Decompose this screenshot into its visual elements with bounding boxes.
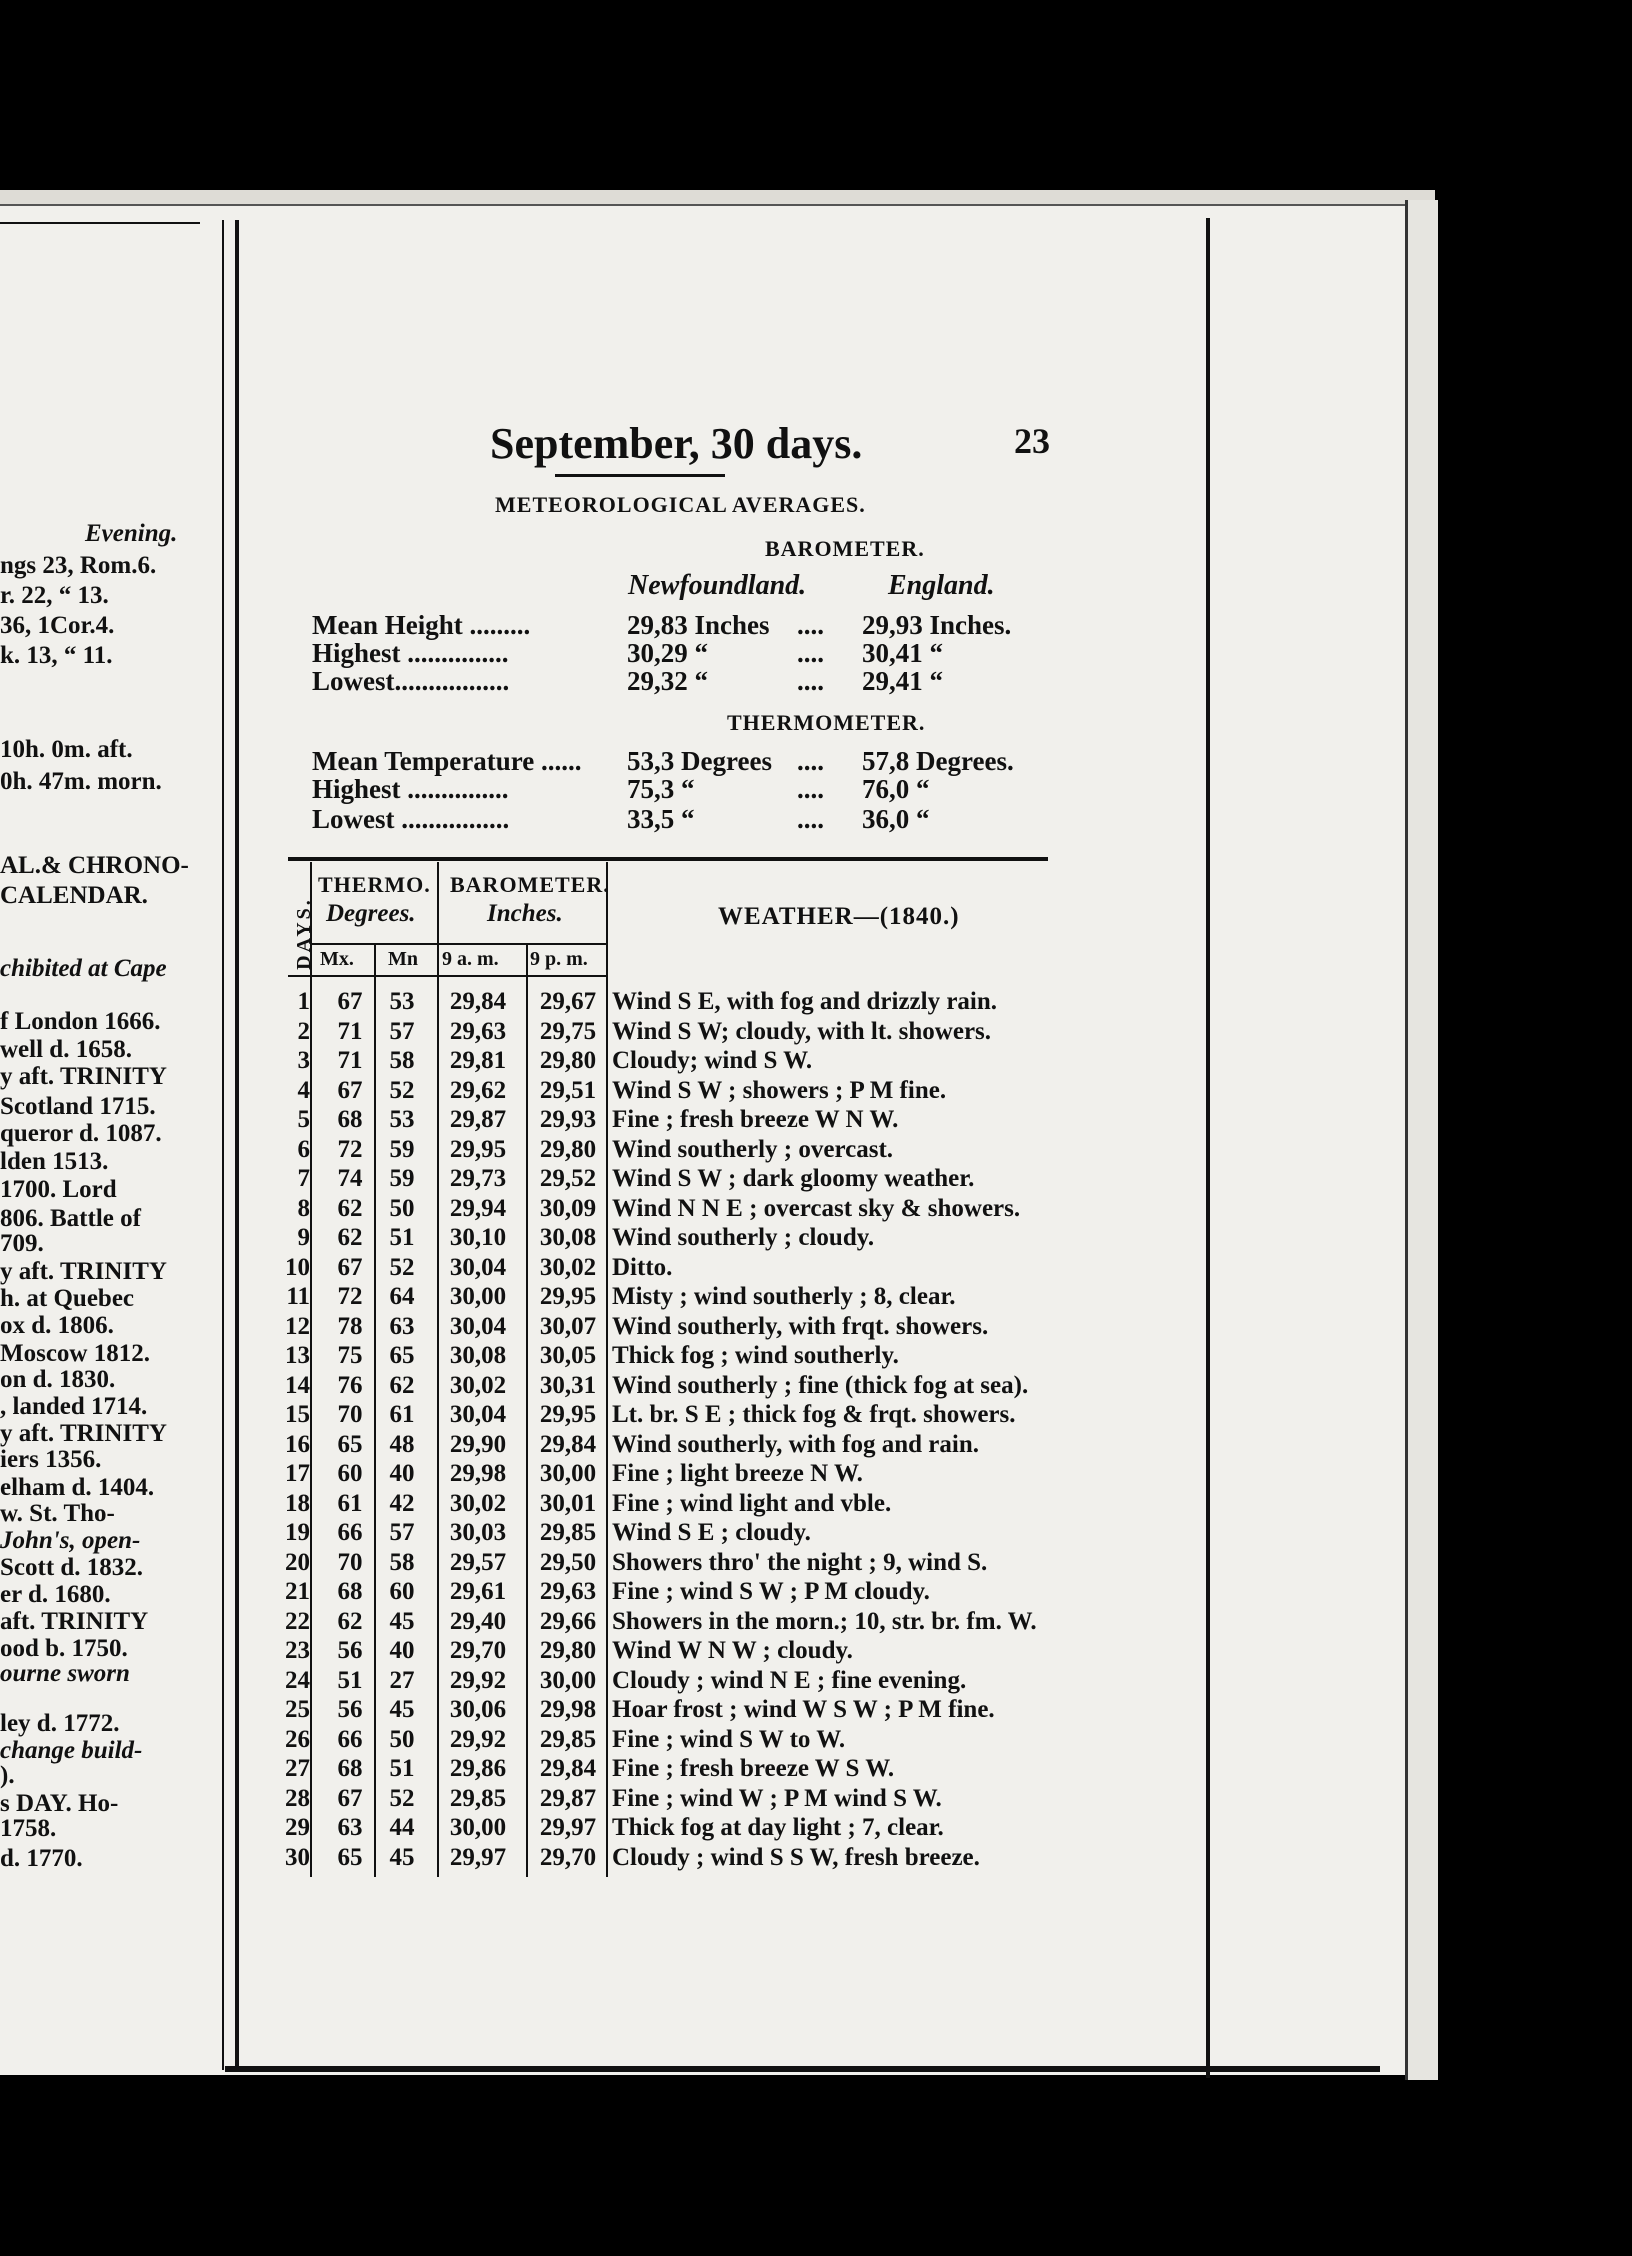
cell-am: 30,06 — [449, 1696, 507, 1723]
page-title: September, 30 days. — [490, 419, 863, 468]
left-fragment-line: elham d. 1404. — [0, 1474, 155, 1501]
left-fragment-line: well d. 1658. — [0, 1036, 132, 1063]
cell-min: 52 — [389, 1784, 415, 1812]
cell-day: 24 — [285, 1666, 310, 1694]
cell-max: 75 — [337, 1342, 363, 1369]
cell-min: 52 — [389, 1076, 415, 1104]
cell-am: 30,02 — [449, 1489, 507, 1517]
cell-max: 68 — [337, 1755, 363, 1782]
cell-pm: 30,01 — [539, 1489, 597, 1517]
left-fragment-line: ). — [0, 1762, 15, 1789]
cell-pm: 30,07 — [539, 1312, 597, 1340]
cell-day: 26 — [285, 1725, 310, 1753]
table-col-rule-days — [310, 862, 312, 1877]
avg-sep: .... — [797, 666, 824, 696]
cell-max: 70 — [337, 1401, 363, 1428]
cell-weather: Cloudy; wind S W. — [612, 1047, 813, 1074]
avg-en: 29,93 Inches. — [862, 610, 1012, 640]
cell-pm: 29,63 — [539, 1578, 597, 1605]
table-header-underline — [312, 943, 608, 945]
cell-pm: 29,52 — [539, 1165, 597, 1192]
cell-pm: 29,97 — [539, 1814, 597, 1841]
cell-max: 67 — [337, 988, 363, 1015]
left-fragment-line: change build- — [0, 1737, 143, 1764]
cell-am: 30,10 — [449, 1224, 507, 1251]
cell-max: 68 — [337, 1578, 363, 1605]
cell-min: 45 — [389, 1696, 415, 1723]
cell-pm: 29,93 — [539, 1106, 597, 1133]
cell-min: 48 — [389, 1430, 415, 1458]
am-subheader: 9 a. m. — [442, 948, 499, 970]
avg-en: 36,0 “ — [862, 804, 930, 834]
cell-weather: Fine ; wind light and vble. — [612, 1489, 892, 1517]
avg-label: Mean Height ......... — [312, 610, 531, 640]
barometer-label: BAROMETER. — [765, 536, 925, 561]
cell-max: 62 — [337, 1194, 363, 1222]
left-fragment-line: y aft. TRINITY — [0, 1258, 167, 1285]
cell-weather: Showers in the morn.; 10, str. br. fm. W. — [612, 1607, 1037, 1635]
cell-am: 29,86 — [449, 1755, 507, 1782]
cell-am: 29,70 — [449, 1637, 507, 1664]
min-subheader: Mn — [388, 948, 418, 970]
cell-day: 7 — [297, 1165, 310, 1192]
left-fragment-line: h. at Quebec — [0, 1285, 135, 1312]
cell-pm: 29,51 — [539, 1076, 597, 1104]
cell-am: 30,02 — [449, 1371, 507, 1399]
cell-pm: 29,50 — [539, 1548, 597, 1576]
cell-min: 53 — [389, 988, 415, 1015]
gutter-rule — [222, 220, 224, 2070]
cell-day: 11 — [286, 1283, 310, 1310]
cell-pm: 30,00 — [539, 1666, 597, 1694]
cell-am: 29,92 — [449, 1725, 507, 1753]
avg-sep: .... — [797, 746, 824, 776]
left-fragment-line: Scotland 1715. — [0, 1093, 156, 1120]
cell-min: 27 — [389, 1666, 415, 1694]
left-fragment-line: 10h. 0m. aft. — [0, 736, 133, 763]
left-fragment-line: , landed 1714. — [0, 1393, 148, 1420]
avg-nf: 29,32 “ — [627, 666, 708, 696]
cell-day: 3 — [297, 1047, 310, 1074]
table-subheader-underline — [288, 975, 608, 977]
avg-sep: .... — [797, 638, 824, 668]
cell-min: 59 — [389, 1135, 415, 1163]
cell-day: 20 — [285, 1548, 310, 1576]
cell-min: 45 — [389, 1843, 415, 1871]
left-page-top-rule — [0, 222, 200, 224]
cell-day: 10 — [285, 1253, 310, 1281]
cell-day: 23 — [285, 1637, 310, 1664]
left-fragment-line: 709. — [0, 1230, 44, 1257]
cell-day: 19 — [285, 1519, 310, 1546]
left-fragment-line: 0h. 47m. morn. — [0, 768, 162, 795]
cell-day: 14 — [285, 1371, 310, 1399]
cell-pm: 29,70 — [539, 1843, 597, 1871]
left-fragment-line: r. 22, “ 13. — [0, 582, 109, 609]
cell-day: 13 — [285, 1342, 310, 1369]
cell-weather: Hoar frost ; wind W S W ; P M fine. — [612, 1696, 995, 1723]
avg-label: Mean Temperature ...... — [312, 746, 582, 776]
cell-am: 29,90 — [449, 1430, 507, 1458]
thermo-subheader: Degrees. — [326, 900, 416, 927]
avg-label: Highest ............... — [312, 774, 509, 804]
cell-min: 65 — [389, 1342, 415, 1369]
left-fragment-line: John's, open- — [0, 1527, 141, 1554]
right-border-rule — [1206, 218, 1210, 2078]
cell-day: 12 — [285, 1312, 310, 1340]
cell-pm: 29,80 — [539, 1135, 597, 1163]
cell-weather: Fine ; fresh breeze W S W. — [612, 1755, 895, 1782]
cell-pm: 29,85 — [539, 1725, 597, 1753]
cell-weather: Fine ; light breeze N W. — [612, 1460, 863, 1487]
avg-sep: .... — [797, 774, 824, 804]
cell-max: 56 — [337, 1696, 363, 1723]
cell-min: 50 — [389, 1194, 415, 1222]
left-fragment-line: ley d. 1772. — [0, 1710, 120, 1737]
bottom-border-rule — [225, 2066, 1380, 2072]
cell-am: 29,57 — [449, 1548, 507, 1576]
cell-pm: 29,66 — [539, 1607, 597, 1635]
cell-day: 16 — [285, 1430, 310, 1458]
left-fragment-line: y aft. TRINITY — [0, 1063, 167, 1090]
avg-nf: 33,5 “ — [627, 804, 695, 834]
cell-pm: 30,31 — [539, 1371, 597, 1399]
cell-pm: 29,85 — [539, 1519, 597, 1546]
cell-min: 42 — [389, 1489, 415, 1517]
left-fragment-line: AL.& CHRONO- — [0, 852, 189, 879]
cell-pm: 29,67 — [539, 988, 597, 1015]
cell-pm: 29,80 — [539, 1047, 597, 1074]
cell-am: 29,40 — [449, 1607, 507, 1635]
left-fragment-line: y aft. TRINITY — [0, 1420, 167, 1447]
cell-day: 6 — [297, 1135, 310, 1163]
title-rule — [555, 474, 725, 477]
cell-pm: 30,09 — [539, 1194, 597, 1222]
cell-day: 2 — [297, 1017, 310, 1045]
left-fragment-line: w. St. Tho- — [0, 1500, 115, 1527]
cell-weather: Thick fog at day light ; 7, clear. — [612, 1814, 944, 1841]
cell-max: 62 — [337, 1224, 363, 1251]
cell-day: 15 — [285, 1401, 310, 1428]
cell-weather: Wind southerly, with fog and rain. — [612, 1430, 979, 1458]
england-heading: England. — [888, 570, 995, 601]
cell-min: 62 — [389, 1371, 415, 1399]
cell-am: 29,87 — [449, 1106, 507, 1133]
cell-pm: 30,02 — [539, 1253, 597, 1281]
cell-am: 30,00 — [449, 1814, 507, 1841]
cell-am: 30,04 — [449, 1401, 507, 1428]
cell-max: 51 — [337, 1666, 363, 1694]
left-fragment-line: ox d. 1806. — [0, 1312, 114, 1339]
cell-min: 51 — [389, 1224, 415, 1251]
cell-max: 70 — [337, 1548, 363, 1576]
cell-weather: Wind southerly ; cloudy. — [612, 1224, 875, 1251]
cell-weather: Wind S E, with fog and drizzly rain. — [612, 988, 998, 1015]
cell-am: 30,00 — [449, 1283, 507, 1310]
cell-day: 25 — [285, 1696, 310, 1723]
cell-max: 78 — [337, 1312, 363, 1340]
cell-am: 29,92 — [449, 1666, 507, 1694]
cell-day: 1 — [297, 988, 310, 1015]
cell-am: 29,94 — [449, 1194, 507, 1222]
cell-pm: 30,00 — [539, 1460, 597, 1487]
cell-weather: Wind S W ; showers ; P M fine. — [612, 1076, 947, 1104]
cell-am: 29,61 — [449, 1578, 507, 1605]
left-fragment-line: s DAY. Ho- — [0, 1790, 119, 1817]
table-col-rule-mid-thermo — [374, 945, 376, 1877]
left-fragment-line: 36, 1Cor.4. — [0, 612, 115, 639]
cell-am: 29,98 — [449, 1460, 507, 1487]
left-fragment-line: er d. 1680. — [0, 1581, 111, 1608]
avg-label: Highest ............... — [312, 638, 509, 668]
cell-weather: Fine ; wind S W ; P M cloudy. — [612, 1578, 930, 1605]
cell-weather: Thick fog ; wind southerly. — [612, 1342, 899, 1369]
cell-max: 74 — [337, 1165, 363, 1192]
cell-max: 67 — [337, 1253, 363, 1281]
cell-weather: Wind southerly, with frqt. showers. — [612, 1312, 989, 1340]
cell-day: 9 — [297, 1224, 310, 1251]
cell-weather: Cloudy ; wind N E ; fine evening. — [612, 1666, 967, 1694]
cell-min: 51 — [389, 1755, 415, 1782]
left-fragment-line: 1700. Lord — [0, 1176, 117, 1203]
cell-min: 40 — [389, 1637, 415, 1664]
averages-title: METEOROLOGICAL AVERAGES. — [495, 492, 866, 517]
cell-weather: Misty ; wind southerly ; 8, clear. — [612, 1283, 956, 1310]
cell-pm: 29,95 — [539, 1283, 597, 1310]
max-subheader: Mx. — [320, 948, 354, 970]
cell-weather: Cloudy ; wind S S W, fresh breeze. — [612, 1843, 980, 1871]
page-number: 23 — [1014, 421, 1050, 461]
left-fragment-line: chibited at Cape — [0, 955, 167, 982]
cell-min: 58 — [389, 1047, 415, 1074]
cell-max: 56 — [337, 1637, 363, 1664]
cell-min: 57 — [389, 1519, 415, 1546]
cell-min: 50 — [389, 1725, 415, 1753]
cell-min: 53 — [389, 1106, 415, 1133]
cell-max: 72 — [337, 1135, 363, 1163]
cell-day: 21 — [285, 1578, 310, 1605]
cell-am: 30,04 — [449, 1312, 507, 1340]
cell-weather: Fine ; wind S W to W. — [612, 1725, 846, 1753]
cell-weather: Fine ; fresh breeze W N W. — [612, 1106, 899, 1133]
left-fragment-line: iers 1356. — [0, 1446, 102, 1473]
cell-min: 59 — [389, 1165, 415, 1192]
cell-am: 29,84 — [449, 988, 507, 1015]
cell-min: 52 — [389, 1253, 415, 1281]
cell-day: 17 — [285, 1460, 310, 1487]
left-fragment-line: aft. TRINITY — [0, 1608, 149, 1635]
cell-weather: Wind southerly ; overcast. — [612, 1135, 894, 1163]
left-column-rule — [235, 220, 239, 2070]
left-fragment-line: queror d. 1087. — [0, 1120, 162, 1147]
avg-sep: .... — [797, 610, 824, 640]
left-fragment-line: Moscow 1812. — [0, 1340, 150, 1367]
cell-pm: 29,95 — [539, 1401, 597, 1428]
left-fragment-line: d. 1770. — [0, 1845, 83, 1872]
cell-weather: Wind S E ; cloudy. — [612, 1519, 811, 1546]
avg-en: 29,41 “ — [862, 666, 943, 696]
cell-max: 65 — [337, 1843, 363, 1871]
days-header: DAYS. — [292, 897, 315, 970]
cell-day: 30 — [285, 1843, 310, 1871]
avg-en: 30,41 “ — [862, 638, 943, 668]
left-fragment-line: on d. 1830. — [0, 1366, 116, 1393]
cell-am: 29,97 — [449, 1843, 507, 1871]
cell-max: 68 — [337, 1106, 363, 1133]
cell-max: 67 — [337, 1784, 363, 1812]
cell-weather: Ditto. — [612, 1253, 673, 1281]
cell-am: 29,95 — [449, 1135, 507, 1163]
cell-am: 30,08 — [449, 1342, 507, 1369]
left-fragment-line: Evening. — [85, 520, 178, 547]
cell-max: 62 — [337, 1607, 363, 1635]
cell-min: 45 — [389, 1607, 415, 1635]
cell-weather: Wind S W; cloudy, with lt. showers. — [612, 1017, 992, 1045]
avg-en: 57,8 Degrees. — [862, 746, 1014, 776]
cell-weather: Wind S W ; dark gloomy weather. — [612, 1165, 975, 1192]
cell-am: 30,03 — [449, 1519, 507, 1546]
cell-max: 60 — [337, 1460, 363, 1487]
avg-en: 76,0 “ — [862, 774, 930, 804]
cell-max: 76 — [337, 1371, 363, 1399]
baro-header: BAROMETER. — [450, 872, 610, 897]
cell-max: 65 — [337, 1430, 363, 1458]
cell-pm: 29,87 — [539, 1784, 597, 1812]
left-fragment-line: k. 13, “ 11. — [0, 642, 113, 669]
cell-am: 30,04 — [449, 1253, 507, 1281]
cell-pm: 29,98 — [539, 1696, 597, 1723]
cell-weather: Lt. br. S E ; thick fog & frqt. showers. — [612, 1401, 1016, 1428]
cell-am: 29,81 — [449, 1047, 507, 1074]
weather-header: WEATHER—(1840.) — [718, 903, 960, 930]
cell-am: 29,73 — [449, 1165, 507, 1192]
avg-nf: 53,3 Degrees — [627, 746, 772, 776]
cell-day: 28 — [285, 1784, 310, 1812]
left-fragment-line: ngs 23, Rom.6. — [0, 552, 157, 579]
cell-weather: Wind southerly ; fine (thick fog at sea). — [612, 1371, 1029, 1399]
cell-weather: Showers thro' the night ; 9, wind S. — [612, 1548, 988, 1576]
cell-day: 8 — [297, 1194, 310, 1222]
cell-day: 18 — [285, 1489, 310, 1517]
cell-day: 22 — [285, 1607, 310, 1635]
avg-label: Lowest ................ — [312, 804, 510, 834]
cell-max: 63 — [337, 1814, 363, 1841]
cell-max: 66 — [337, 1725, 363, 1753]
left-fragment-line: lden 1513. — [0, 1148, 109, 1175]
pm-subheader: 9 p. m. — [530, 948, 588, 970]
page-right-edge — [1405, 200, 1438, 2080]
left-fragment-line: CALENDAR. — [0, 882, 148, 909]
cell-pm: 30,05 — [539, 1342, 597, 1369]
avg-nf: 75,3 “ — [627, 774, 695, 804]
cell-am: 29,62 — [449, 1076, 507, 1104]
thermometer-label: THERMOMETER. — [727, 710, 926, 735]
cell-am: 29,85 — [449, 1784, 507, 1812]
cell-min: 61 — [389, 1401, 415, 1428]
cell-max: 61 — [337, 1489, 363, 1517]
cell-day: 27 — [285, 1755, 310, 1782]
left-fragment-line: f London 1666. — [0, 1008, 161, 1035]
cell-pm: 29,84 — [539, 1430, 597, 1458]
left-fragment-line: 1758. — [0, 1815, 57, 1842]
baro-subheader: Inches. — [487, 900, 563, 927]
cell-pm: 29,80 — [539, 1637, 597, 1664]
cell-day: 5 — [297, 1106, 310, 1133]
cell-pm: 29,75 — [539, 1017, 597, 1045]
cell-max: 71 — [337, 1047, 363, 1074]
page-top-edge — [0, 190, 1435, 206]
left-fragment-line: ood b. 1750. — [0, 1635, 128, 1662]
cell-weather: Fine ; wind W ; P M wind S W. — [612, 1784, 942, 1812]
cell-min: 58 — [389, 1548, 415, 1576]
cell-min: 64 — [389, 1283, 415, 1310]
avg-label: Lowest................. — [312, 666, 510, 696]
cell-max: 67 — [337, 1076, 363, 1104]
cell-weather: Wind W N W ; cloudy. — [612, 1637, 853, 1664]
cell-min: 60 — [389, 1578, 415, 1605]
cell-weather: Wind N N E ; overcast sky & showers. — [612, 1194, 1021, 1222]
left-fragment-line: 806. Battle of — [0, 1205, 141, 1232]
cell-min: 57 — [389, 1017, 415, 1045]
left-fragment-line: ourne sworn — [0, 1660, 130, 1687]
left-fragment-line: Scott d. 1832. — [0, 1554, 144, 1581]
cell-max: 66 — [337, 1519, 363, 1546]
cell-pm: 29,84 — [539, 1755, 597, 1782]
cell-max: 71 — [337, 1017, 363, 1045]
avg-nf: 30,29 “ — [627, 638, 708, 668]
cell-am: 29,63 — [449, 1017, 507, 1045]
avg-nf: 29,83 Inches — [627, 610, 770, 640]
cell-day: 29 — [285, 1814, 310, 1841]
cell-min: 44 — [389, 1814, 415, 1841]
thermo-header: THERMO. — [318, 872, 431, 897]
cell-min: 63 — [389, 1312, 415, 1340]
cell-min: 40 — [389, 1460, 415, 1487]
cell-day: 4 — [297, 1076, 310, 1104]
newfoundland-heading: Newfoundland. — [628, 570, 807, 601]
cell-max: 72 — [337, 1283, 363, 1310]
table-top-rule — [288, 857, 1048, 861]
cell-pm: 30,08 — [539, 1224, 597, 1251]
avg-sep: .... — [797, 804, 824, 834]
